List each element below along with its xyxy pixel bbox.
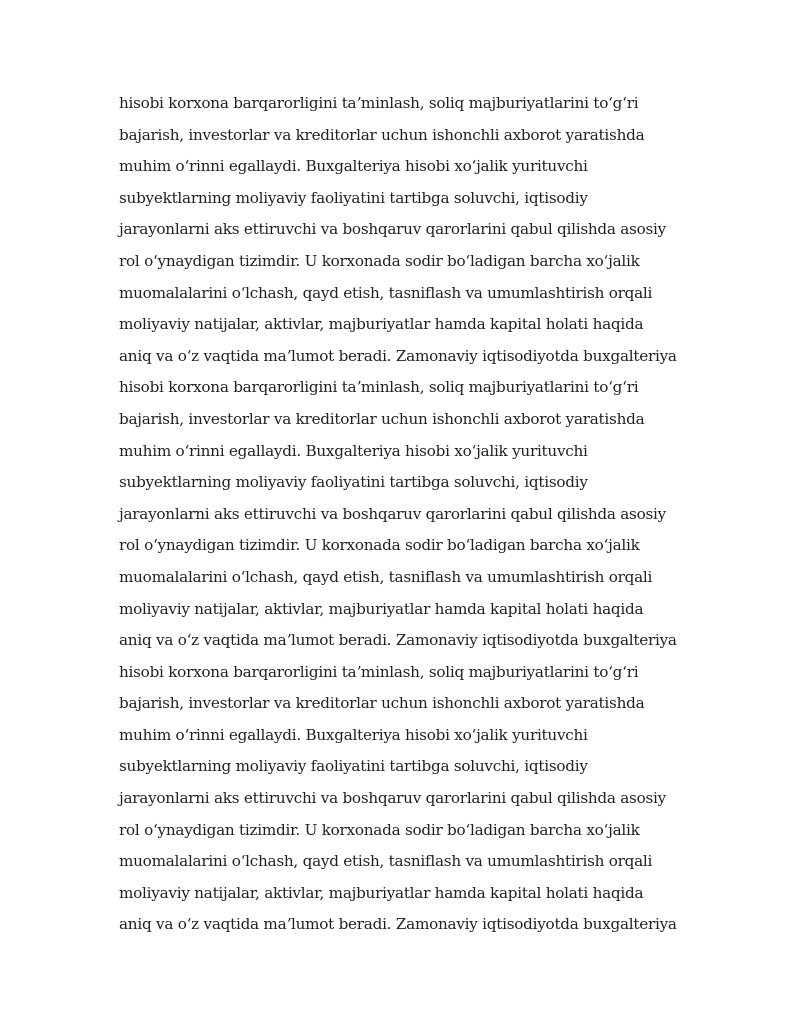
text-line: hisobi korxona barqarorligini taʼminlash, soliq majburiyatlarini toʻgʻri <box>119 94 639 112</box>
text-line: aniq va oʻz vaqtida maʼlumot beradi. Zamonaviy iqtisodiyotda buxgalteriya <box>119 631 677 650</box>
text-line: jarayonlarni aks ettiruvchi va boshqaruv qarorlarini qabul qilishda asosiy <box>119 789 666 808</box>
text-line: moliyaviy natijalar, aktivlar, majburiyatlar hamda kapital holati haqida <box>119 599 644 618</box>
text-line: hisobi korxona barqarorligini taʼminlash, soliq majburiyatlarini toʻgʻri <box>119 662 639 681</box>
text-line: bajarish, investorlar va kreditorlar uchun ishonchli axborot yaratishda <box>119 125 645 144</box>
text-line: subyektlarning moliyaviy faoliyatini tartibga soluvchi, iqtisodiy <box>119 757 588 776</box>
text-line: moliyaviy natijalar, aktivlar, majburiyatlar hamda kapital holati haqida <box>119 315 644 334</box>
text-line: bajarish, investorlar va kreditorlar uchun ishonchli axborot yaratishda <box>119 409 645 428</box>
text-line: moliyaviy natijalar, aktivlar, majburiyatlar hamda kapital holati haqida <box>119 883 644 902</box>
text-line: rol oʻynaydigan tizimdir. U korxonada sodir boʻladigan barcha xoʻjalik <box>119 251 640 270</box>
text-line: rol oʻynaydigan tizimdir. U korxonada sodir boʻladigan barcha xoʻjalik <box>119 820 640 839</box>
text-line: hisobi korxona barqarorligini taʼminlash, soliq majburiyatlarini toʻgʻri <box>119 378 639 397</box>
text-line: muhim oʻrinni egallaydi. Buxgalteriya hisobi xoʻjalik yurituvchi <box>119 441 588 460</box>
text-line: muomalalarini oʻlchash, qayd etish, tasniflash va umumlashtirish orqali <box>119 567 653 586</box>
text-line: subyektlarning moliyaviy faoliyatini tartibga soluvchi, iqtisodiy <box>119 473 588 492</box>
text-line: muomalalarini oʻlchash, qayd etish, tasniflash va umumlashtirish orqali <box>119 852 653 871</box>
text-line: jarayonlarni aks ettiruvchi va boshqaruv qarorlarini qabul qilishda asosiy <box>119 504 666 523</box>
body-text <box>119 88 699 941</box>
text-line: aniq va oʻz vaqtida maʼlumot beradi. Zamonaviy iqtisodiyotda buxgalteriya <box>119 346 677 365</box>
text-line: aniq va oʻz vaqtida maʼlumot beradi. Zamonaviy iqtisodiyotda buxgalteriya <box>119 915 677 934</box>
text-line: jarayonlarni aks ettiruvchi va boshqaruv qarorlarini qabul qilishda asosiy <box>119 220 666 239</box>
text-line: muomalalarini oʻlchash, qayd etish, tasniflash va umumlashtirish orqali <box>119 283 653 302</box>
text-line: rol oʻynaydigan tizimdir. U korxonada sodir boʻladigan barcha xoʻjalik <box>119 536 640 555</box>
text-line: bajarish, investorlar va kreditorlar uchun ishonchli axborot yaratishda <box>119 694 645 713</box>
text-line: muhim oʻrinni egallaydi. Buxgalteriya hisobi xoʻjalik yurituvchi <box>119 157 588 176</box>
text-line: subyektlarning moliyaviy faoliyatini tartibga soluvchi, iqtisodiy <box>119 188 588 207</box>
text-line: muhim oʻrinni egallaydi. Buxgalteriya hisobi xoʻjalik yurituvchi <box>119 725 588 744</box>
